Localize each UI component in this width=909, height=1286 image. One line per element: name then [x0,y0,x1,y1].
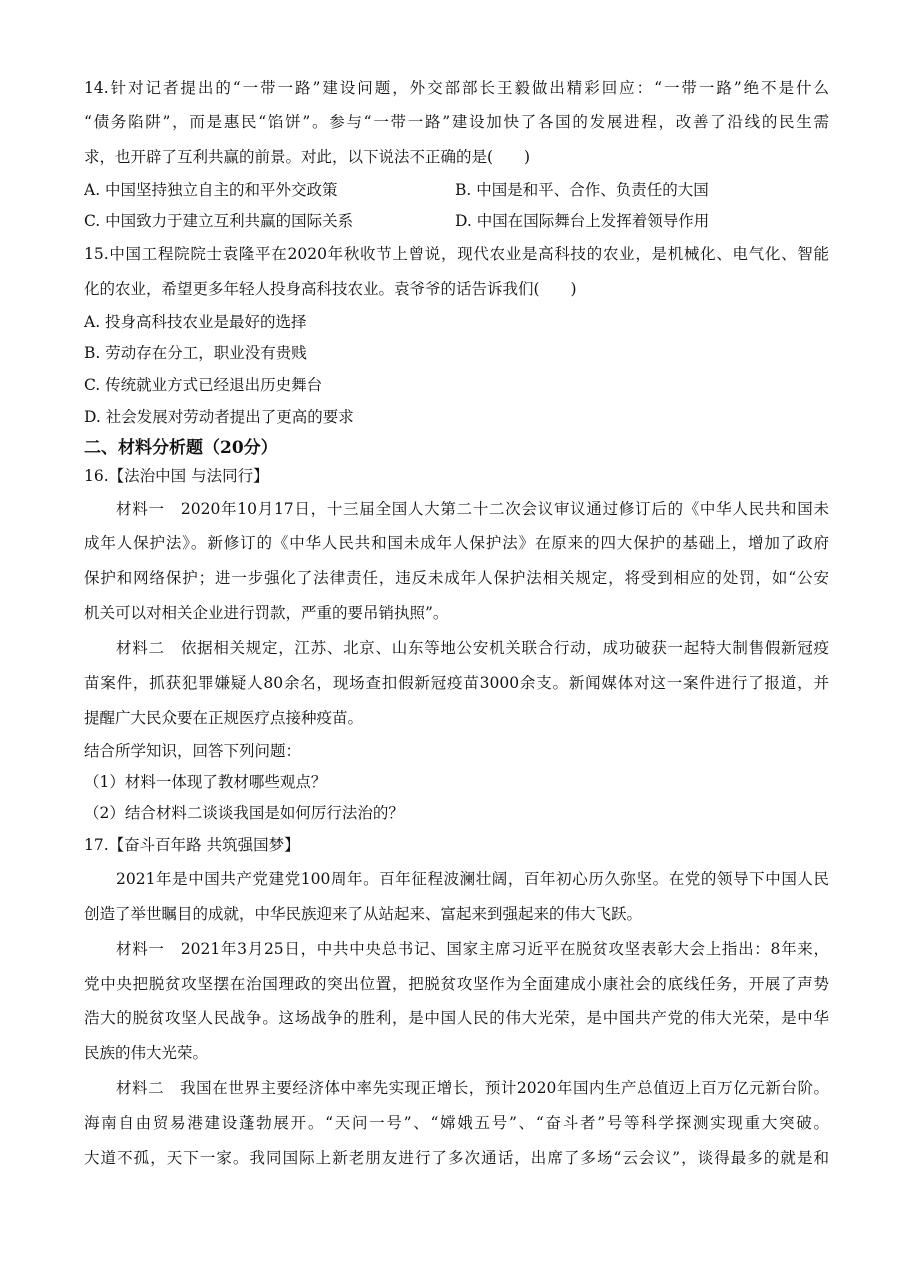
q14-option-b: B. 中国是和平、合作、负责任的大国 [455,181,709,199]
q16-material1-line-3: 保护和网络保护；进一步强化了法律责任，违反未成年人保护法相关规定，将受到相应的处罚，如“公安 [84,569,829,587]
q14-option-c: C. 中国致力于建立互利共赢的国际关系 [84,212,354,230]
q17-material1-line-2: 党中央把脱贫攻坚摆在治国理政的突出位置，把脱贫攻坚作为全面建成小康社会的底线任务，开展了声势 [84,975,829,993]
q17-title: 17.【奋斗百年路 共筑强国梦】 [84,836,300,854]
q15-stem-line-2: 化的农业，希望更多年轻人投身高科技农业。袁爷爷的话告诉我们( ) [84,280,577,298]
q16-subquestion-1: （1）材料一体现了教材哪些观点？ [84,773,327,791]
q16-title: 16.【法治中国 与法同行】 [84,467,269,485]
q17-material2-line-2: 海南自由贸易港建设蓬勃展开。“天问一号”、“嫦娥五号”、“奋斗者”号等科学探测实现重大突破。 [84,1114,829,1132]
q15-option-d: D. 社会发展对劳动者提出了更高的要求 [84,408,354,426]
section-heading: 二、材料分析题（20分） [84,438,278,458]
q15-option-c: C. 传统就业方式已经退出历史舞台 [84,376,323,394]
q17-intro-line-1: 2021年是中国共产党建党100周年。百年征程波澜壮阔，百年初心历久弥坚。在党的领导下中国人民 [116,870,829,888]
q17-material1-line-4: 民族的伟大光荣。 [84,1044,209,1062]
q17-material2-line-1: 材料二 我国在世界主要经济体中率先实现正增长，预计2020年国内生产总值迈上百万亿元新台阶。 [116,1079,829,1097]
q16-material2-line-3: 提醒广大民众要在正规医疗点接种疫苗。 [84,709,364,727]
q17-material1-line-1: 材料一 2021年3月25日，中共中央总书记、国家主席习近平在脱贫攻坚表彰大会上指出：8年来， [116,940,829,958]
q14-option-d: D. 中国在国际舞台上发挥着领导作用 [455,212,710,230]
q16-material1-line-2: 成年人保护法》。新修订的《中华人民共和国未成年人保护法》在原来的四大保护的基础上，增加了政府 [84,534,829,552]
q16-material2-line-2: 苗案件，抓获犯罪嫌疑人80余名，现场查扣假新冠疫苗3000余支。新闻媒体对这一案件进行了报道，并 [84,674,829,692]
q16-material1-line-1: 材料一 2020年10月17日，十三届全国人大第二十二次会议审议通过修订后的《中华人民共和国未 [116,500,829,518]
q16-subquestion-2: （2）结合材料二谈谈我国是如何厉行法治的？ [84,804,404,822]
q17-material1-line-3: 浩大的脱贫攻坚人民战争。这场战争的胜利，是中国人民的伟大光荣，是中国共产党的伟大光荣，是中华 [84,1009,829,1027]
q14-stem-line-1: 14.针对记者提出的“一带一路”建设问题，外交部部长王毅做出精彩回应：“一带一路”绝不是什么 [84,79,829,97]
q17-material2-line-3: 大道不孤，天下一家。我同国际上新老朋友进行了多次通话，出席了多场“云会议”，谈得最多的就是和 [84,1149,829,1167]
q16-material1-line-4: 机关可以对相关企业进行罚款，严重的要吊销执照”。 [84,604,449,622]
q14-stem-line-3: 求，也开辟了互利共赢的前景。对此，以下说法不正确的是( ) [84,148,531,166]
q16-prompt: 结合所学知识，回答下列问题： [84,742,302,760]
q16-material2-line-1: 材料二 依据相关规定，江苏、北京、山东等地公安机关联合行动，成功破获一起特大制售假新冠疫 [116,639,829,657]
q17-intro-line-2: 创造了举世瞩目的成就，中华民族迎来了从站起来、富起来到强起来的伟大飞跃。 [84,905,643,923]
q15-option-a: A. 投身高科技农业是最好的选择 [84,313,307,331]
q14-option-a: A. 中国坚持独立自主的和平外交政策 [84,181,338,199]
q15-option-b: B. 劳动存在分工，职业没有贵贱 [84,344,307,362]
q14-stem-line-2: “债务陷阱”，而是惠民“馅饼”。参与“一带一路”建设加快了各国的发展进程，改善了沿线的民生需 [84,113,829,131]
q15-stem-line-1: 15.中国工程院院士袁隆平在2020年秋收节上曾说，现代农业是高科技的农业，是机械化、电气化、智能 [84,245,829,263]
